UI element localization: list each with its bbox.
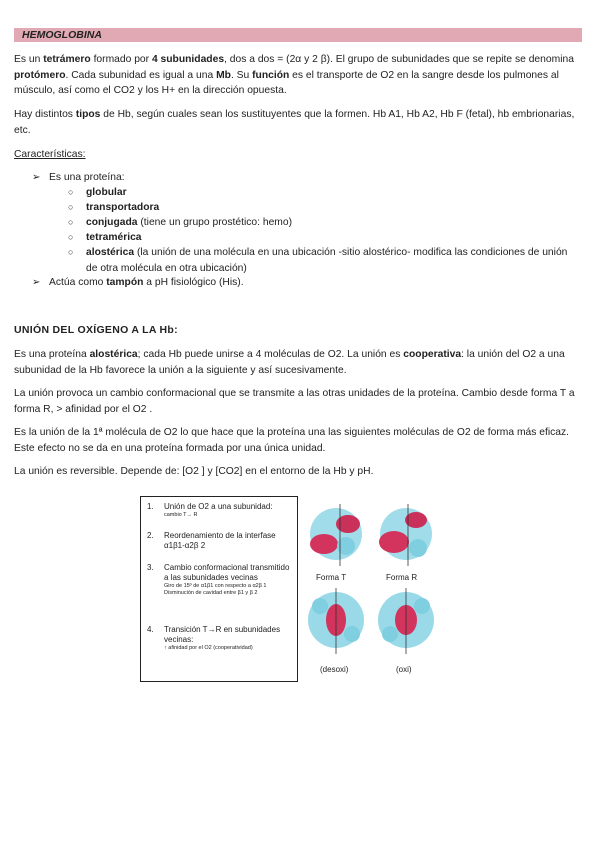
- title-bar: [14, 28, 582, 42]
- circle-bullet-icon: ○: [68, 247, 74, 257]
- circle-bullet-icon: ○: [68, 202, 74, 212]
- document-page: HEMOGLOBINA Es un tetrámero formado por 4 subunidades, dos a dos = (2α y 2 β). El grupo de subunidades que se repite se denomina protómero. Cada subunidad es igual a una Mb. Su función es el transporte de O2 en la sangre desde los pulmones al músculo, así como el CO2 y los H+ en la dirección opuesta. Hay distintos tipos de Hb, según cuales sean los sustituyentes que la formen. Hb A1, Hb A2, Hb F (fetal), hb embrionarias, etc. Características: ➢ Es una proteína: ○ globular ○ transportadora ○ conjugada (tiene un grupo prostético: hemo) ○ tetramérica ○ alostérica (la unión de una molécula en una ubicación -sitio alostérico- modifica las condiciones de unión de otra molécula en otra ubicación) ➢ Actúa como tampón a pH fisiológico (His). UNIÓN DEL OXÍGENO A LA Hb: Es una proteína alostérica; cada Hb puede unirse a 4 moléculas de O2. La unión es cooperativa: la unión del O2 a una subunidad de la Hb favorece la unión a la siguiente y así sucesivamente. La unión provoca un cambio conformacional que se transmite a las otras unidades de la proteína. Cambio desde forma T a forma R, > afinidad por el O2 . Es la unión de la 1ª molécula de O2 lo que hace que la proteína una las siguientes moléculas de O2 de forma más eficaz. Este efecto no se da en una proteína formada por una única unidad. La unión es reversible. Depende de: [O2 ] y [CO2] en el entorno de la Hb y pH. 1. Unión de O2 a una subunidad: cambio T→ R 2. Reordenamiento de la interfase α1β1-α2β 2 3. Cambio conformacional transmitido a las subunidades vecinas Giro de 15º de α1β1 con respecto a α2β 1 Disminución de cavidad entre β1 y β 2 4. Transición T→R en subunidades vecinas: ↑ afinidad por el O2 (cooperatividad) Forma T Forma R (desoxi) (oxi): [0, 0, 600, 848]
- conformational-paragraph: La unión provoca un cambio conformacional que se transmite a las otras unidades de la proteína. Cambio desde forma T a forma R, > afinidad por el O2 .: [14, 388, 575, 415]
- allosteric-paragraph: Es una proteína alostérica; cada Hb puede unirse a 4 moléculas de O2. La unión es cooperativa: la unión del O2 a una subunidad de la Hb favorece la unión a la siguiente y así sucesivamente.: [14, 349, 565, 376]
- characteristics-heading: Características:: [14, 149, 86, 160]
- steps-box: 1. Unión de O2 a una subunidad: cambio T→ R 2. Reordenamiento de la interfase α1β1-α2β 2 3. Cambio conformacional transmitido a las subunidades vecinas Giro de 15º de α1β1 con respecto a α2β 1 Disminución de cavidad entre β1 y β 2 4. Transición T→R en subunidades vecinas: ↑ afinidad por el O2 (cooperatividad): [140, 496, 298, 682]
- label-forma-r: Forma R: [386, 573, 418, 582]
- label-desoxi: (desoxi): [320, 665, 349, 674]
- arrow-bullet-icon: ➢: [32, 172, 41, 183]
- molecule-r-top: [379, 504, 432, 566]
- molecule-r-bottom: [378, 588, 434, 654]
- circle-bullet-icon: ○: [68, 217, 74, 227]
- hemoglobin-figure: [140, 496, 440, 686]
- reversible-paragraph: La unión es reversible. Depende de: [O2 ] y [CO2] en el entorno de la Hb y pH.: [14, 466, 374, 477]
- label-forma-t: Forma T: [316, 573, 347, 582]
- arrow-bullet-icon: ➢: [32, 277, 41, 288]
- circle-bullet-icon: ○: [68, 187, 74, 197]
- types-paragraph: Hay distintos tipos de Hb, según cuales sean los sustituyentes que la formen. Hb A1, Hb A2, Hb F (fetal), hb embrionarias, etc.: [14, 109, 575, 136]
- circle-bullet-icon: ○: [68, 232, 74, 242]
- page-title: HEMOGLOBINA: [22, 29, 102, 41]
- label-oxi: (oxi): [396, 665, 412, 674]
- molecule-t-top: [310, 504, 362, 566]
- section-heading-oxygen-binding: UNIÓN DEL OXÍGENO A LA Hb:: [14, 324, 178, 336]
- molecule-t-bottom: [308, 588, 364, 654]
- hemoglobin-structures: [302, 498, 440, 678]
- first-molecule-paragraph: Es la unión de la 1ª molécula de O2 lo que hace que la proteína una las siguientes moléculas de O2 de forma más eficaz. Este efecto no se da en una proteína formada por una única unidad.: [14, 427, 570, 454]
- intro-paragraph: Es un tetrámero formado por 4 subunidades, dos a dos = (2α y 2 β). El grupo de subunidades que se repite se denomina protómero. Cada subunidad es igual a una Mb. Su función es el transporte de O2 en la sangre desde los pulmones al músculo, así como el CO2 y los H+ en la dirección opuesta.: [14, 54, 574, 96]
